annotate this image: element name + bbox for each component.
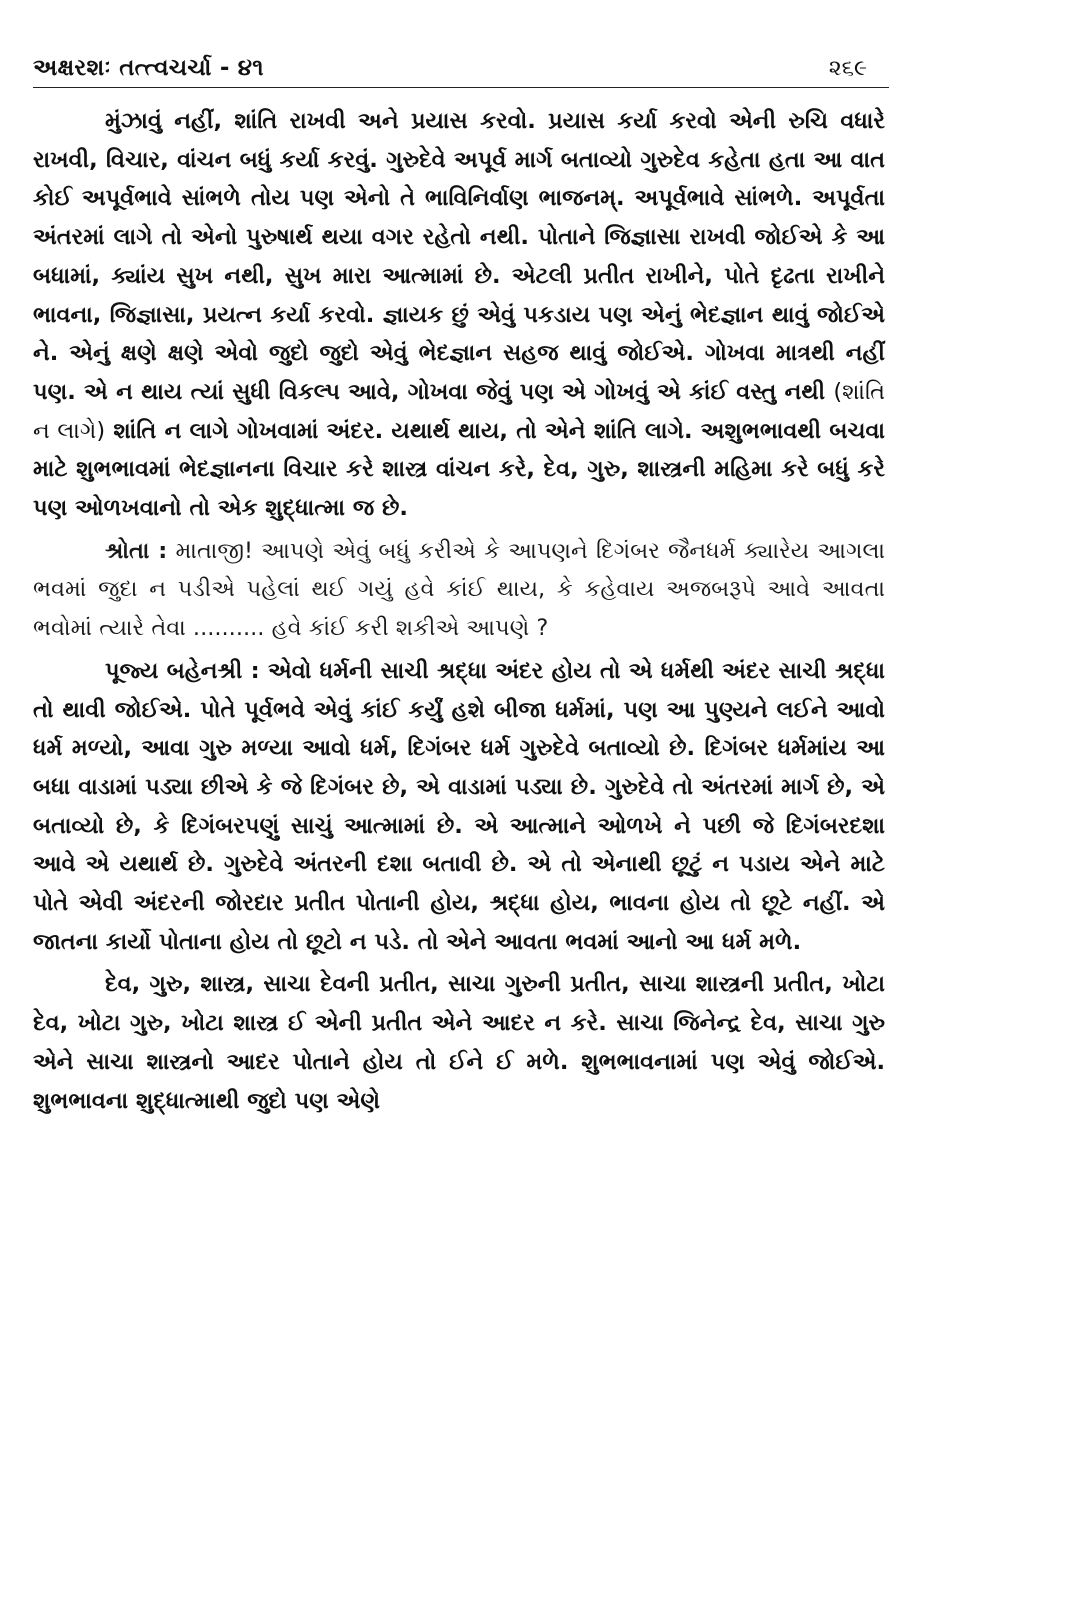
running-header	[33, 44, 889, 88]
answer-text: એવો ધર્મની સાચી શ્રદ્ધા અંદર હોય તો એ ધર્મથી અંદર સાચી શ્રદ્ધા તો થાવી જોઈએ. પોતે પૂર્વભવે એવું કાંઈ કર્યું હશે બીજા ધર્મમાં, પણ આ પુણ્યને લઈને આવો ધર્મ મળ્યો, આવા ગુરુ મળ્યા આવો ધર્મ, દિગંબર ધર્મ ગુરુદેવે બતાવ્યો છે. દિગંબર ધર્મમાંય આ બધા વાડામાં પડ્યા છીએ કે જે દિગંબર છે, એ વાડામાં પડ્યા છે. ગુરુદેવે તો અંતરમાં માર્ગ છે, એ બતાવ્યો છે, કે દિગંબરપણું સાચું આત્મામાં છે. એ આત્માને ઓળખે ને પછી જે દિગંબરદશા આવે એ યથાર્થ છે. ગુરુદેવે અંતરની દશા બતાવી છે. એ તો એનાથી છૂટું ન પડાય એને માટે પોતે એવી અંદરની જોરદાર પ્રતીત પોતાની હોય, શ્રદ્ધા હોય, ભાવના હોય તો છૂટે નહીં. એ જાતના કાર્યો પોતાના હોય તો છૂટો ન પડે. તો એને આવતા ભવમાં આનો આ ધર્મ મળે.	[33, 657, 885, 955]
paragraph-4	[33, 965, 885, 1120]
header-title: અક્ષરશઃ તત્ત્વચર્ચા - ૪૧	[33, 55, 264, 81]
body-text	[33, 102, 885, 1120]
listener-speaker-label: શ્રોતા :	[105, 537, 168, 564]
paragraph-3-answer	[33, 652, 885, 962]
paragraph-1	[33, 102, 885, 528]
paragraph-1-end: શાંતિ ન લાગે ગોખવામાં અંદર. યથાર્થ થાય, તો એને શાંતિ લાગે. અશુભભાવથી બચવા માટે શુભભાવમાં ભેદજ્ઞાનના વિચાર કરે શાસ્ત્ર વાંચન કરે, દેવ, ગુરુ, શાસ્ત્રની મહિમા કરે બધું કરે પણ ઓળખવાનો તો એક શુદ્ધાત્મા જ છે.	[33, 417, 885, 522]
paragraph-1-text: મુંઝાવું નહીં, શાંતિ રાખવી અને પ્રયાસ કરવો. પ્રયાસ કર્યા કરવો એની રુચિ વધારે રાખવી, વિચાર, વાંચન બધું કર્યા કરવું. ગુરુદેવે અપૂર્વ માર્ગ બતાવ્યો ગુરુદેવ કહેતા હતા આ વાત કોઈ અપૂર્વભાવે સાંભળે તોય પણ એનો તે ભાવિનિર્વાણ ભાજનમ્. અપૂર્વભાવે સાંભળે. અપૂર્વતા અંતરમાં લાગે તો એનો પુરુષાર્થ થયા વગર રહેતો નથી. પોતાને જિજ્ઞાસા રાખવી જોઈએ કે આ બધામાં, ક્યાંય સુખ નથી, સુખ મારા આત્મામાં છે. એટલી પ્રતીત રાખીને, પોતે દૃઢતા રાખીને ભાવના, જિજ્ઞાસા, પ્રયત્ન કર્યા કરવો. જ્ઞાયક છું એવું પકડાય પણ એનું ભેદજ્ઞાન થાવું જોઈએ ને. એનું ક્ષણે ક્ષણે એવો જુદો જુદો એવું ભેદજ્ઞાન સહજ થાવું જોઈએ. ગોખવા માત્રથી નહીં પણ. એ ન થાય ત્યાં સુધી વિકલ્પ આવે, ગોખવા જેવું પણ એ ગોખવું એ કાંઈ વસ્તુ નથી	[33, 108, 885, 405]
paragraph-2-listener	[33, 532, 885, 648]
paragraph-4-text: દેવ, ગુરુ, શાસ્ત્ર, સાચા દેવની પ્રતીત, સાચા ગુરુની પ્રતીત, સાચા શાસ્ત્રની પ્રતીત, ખોટા દેવ, ખોટા ગુરુ, ખોટા શાસ્ત્ર ઈ એની પ્રતીત એને આદર ન કરે. સાચા જિનેન્દ્ર દેવ, સાચા ગુરુ એને સાચા શાસ્ત્રનો આદર પોતાને હોય તો ઈને ઈ મળે. શુભભાવનામાં પણ એવું જોઈએ. શુભભાવના શુદ્ધાત્માથી જુદો પણ એણે	[33, 971, 885, 1114]
parenthetical-note: (શાંતિ ન લાગે)	[33, 378, 885, 444]
page-number: ૨૬૯	[828, 56, 867, 81]
answer-speaker-label: પૂજ્ય બહેનશ્રી :	[105, 657, 260, 684]
listener-question-text: માતાજી! આપણે એવું બધું કરીએ કે આપણને દિગંબર જૈનધર્મ ક્યારેય આગલા ભવમાં જુદા ન પડીએ પહેલાં થઈ ગયું હવે કાંઈ થાય, કે કહેવાય અજબરૂપે આવે આવતા ભવોમાં ત્યારે તેવા .......... હવે કાંઈ કરી શકીએ આપણે ?	[33, 537, 885, 642]
